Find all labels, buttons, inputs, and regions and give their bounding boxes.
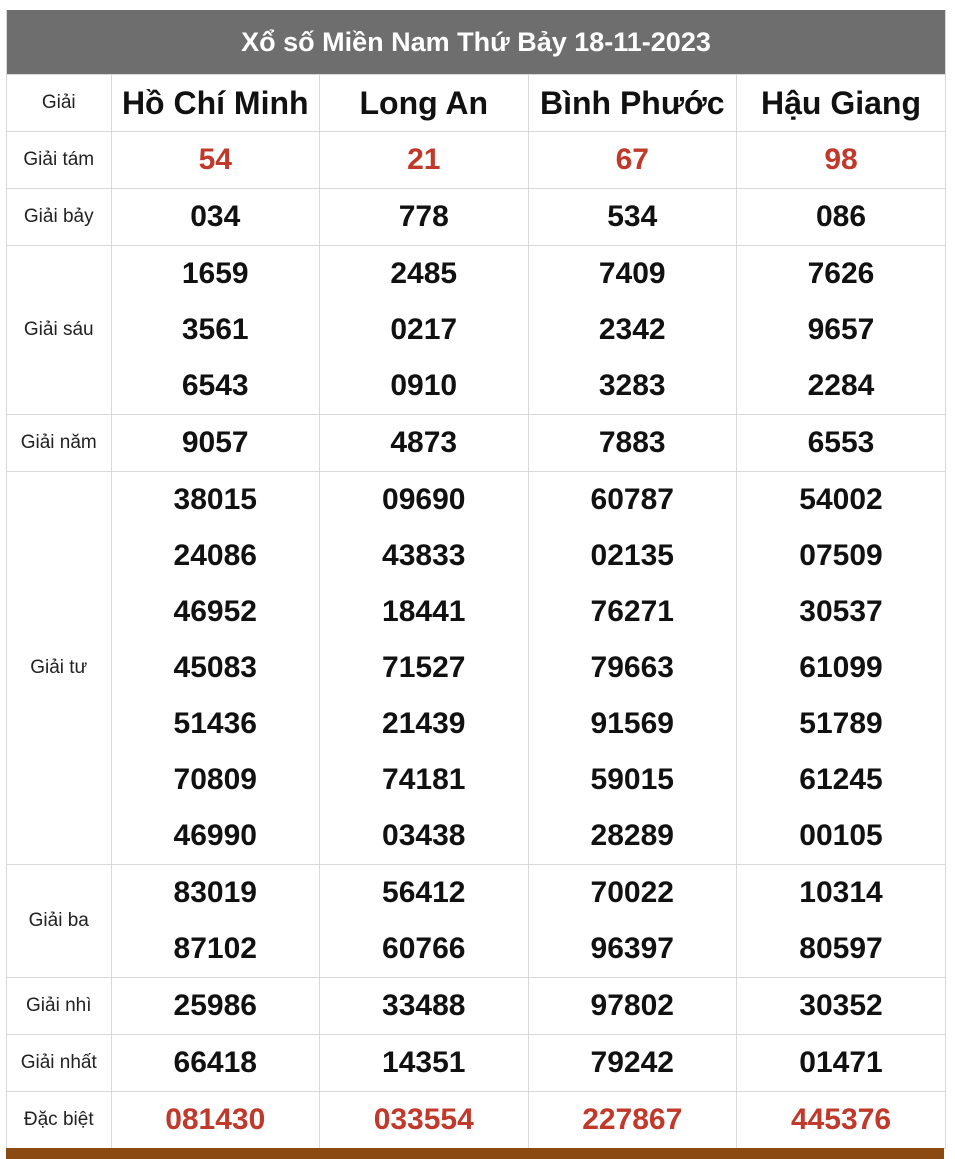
winning-number: 21439 <box>382 707 466 740</box>
winning-number: 87102 <box>173 932 257 965</box>
prize-row <box>7 189 945 246</box>
winning-number: 30352 <box>799 989 883 1022</box>
prize-cell <box>528 189 737 246</box>
prize-cell <box>111 978 320 1035</box>
prize-cell <box>320 472 529 865</box>
prize-cell <box>528 1035 737 1092</box>
winning-number: 2284 <box>807 369 875 402</box>
winning-number: 7626 <box>807 257 875 290</box>
prize-label: Giải tư <box>7 472 111 865</box>
winning-number: 51436 <box>173 707 257 740</box>
winning-number: 086 <box>815 200 867 233</box>
winning-number: 70809 <box>173 763 257 796</box>
prize-cell <box>111 1035 320 1092</box>
winning-number: 91569 <box>590 707 674 740</box>
winning-number: 67 <box>615 143 649 176</box>
prize-label: Giải sáu <box>7 246 111 415</box>
winning-number: 76271 <box>590 595 674 628</box>
page-title: Xổ số Miền Nam Thứ Bảy 18-11-2023 <box>7 10 945 74</box>
prize-row <box>7 472 945 865</box>
prize-row <box>7 415 945 472</box>
prize-row <box>7 978 945 1035</box>
winning-number: 034 <box>190 200 241 233</box>
footer-bar <box>6 1148 944 1159</box>
prize-cell <box>320 978 529 1035</box>
winning-number: 01471 <box>799 1046 883 1079</box>
winning-number: 6543 <box>181 369 249 402</box>
winning-number: 79663 <box>590 651 674 684</box>
prize-cell <box>111 246 320 415</box>
winning-number: 61245 <box>799 763 883 796</box>
winning-number: 98 <box>824 143 858 176</box>
winning-number: 2485 <box>390 257 458 290</box>
prize-cell <box>528 865 737 978</box>
winning-number: 3283 <box>598 369 666 402</box>
winning-number: 7883 <box>598 426 666 459</box>
prize-label: Giải nhất <box>7 1035 111 1092</box>
winning-number: 97802 <box>590 989 674 1022</box>
winning-number: 07509 <box>799 539 883 572</box>
winning-number: 18441 <box>382 595 466 628</box>
winning-number: 60766 <box>382 932 466 965</box>
winning-number: 38015 <box>173 483 257 516</box>
winning-number: 66418 <box>173 1046 257 1079</box>
winning-number: 28289 <box>590 819 674 852</box>
prize-cell <box>320 1035 529 1092</box>
winning-number: 30537 <box>799 595 883 628</box>
prize-label: Đặc biệt <box>7 1092 111 1149</box>
prize-cell <box>111 132 320 189</box>
winning-number: 33488 <box>382 989 466 1022</box>
winning-number: 445376 <box>790 1103 892 1136</box>
prize-cell <box>528 978 737 1035</box>
prize-cell <box>737 472 946 865</box>
province-header[interactable]: Bình Phước <box>528 75 737 132</box>
prize-label: Giải năm <box>7 415 111 472</box>
prize-cell <box>320 1092 529 1149</box>
prize-cell <box>320 246 529 415</box>
winning-number: 081430 <box>165 1103 266 1136</box>
header-row <box>7 75 945 132</box>
province-header[interactable]: Long An <box>320 75 529 132</box>
winning-number: 00105 <box>799 819 883 852</box>
winning-number: 4873 <box>390 426 458 459</box>
winning-number: 54002 <box>799 483 883 516</box>
winning-number: 74181 <box>382 763 466 796</box>
winning-number: 03438 <box>382 819 466 852</box>
prize-cell <box>737 246 946 415</box>
prize-cell <box>528 415 737 472</box>
prize-cell <box>320 415 529 472</box>
prize-cell <box>737 1092 946 1149</box>
winning-number: 6553 <box>807 426 875 459</box>
winning-number: 9057 <box>181 426 249 459</box>
winning-number: 14351 <box>382 1046 466 1079</box>
winning-number: 61099 <box>799 651 883 684</box>
winning-number: 80597 <box>799 932 883 965</box>
prize-cell <box>528 472 737 865</box>
winning-number: 25986 <box>173 989 257 1022</box>
winning-number: 2342 <box>598 313 666 346</box>
winning-number: 96397 <box>590 932 674 965</box>
winning-number: 0910 <box>390 369 458 402</box>
prize-cell <box>737 415 946 472</box>
prize-row <box>7 865 945 978</box>
prize-label: Giải ba <box>7 865 111 978</box>
prize-cell <box>320 189 529 246</box>
prize-cell <box>111 189 320 246</box>
winning-number: 0217 <box>390 313 458 346</box>
winning-number: 56412 <box>382 876 466 909</box>
prize-row <box>7 1035 945 1092</box>
results-panel <box>6 10 946 1149</box>
results-table <box>7 74 945 1149</box>
prize-cell <box>528 1092 737 1149</box>
winning-number: 778 <box>398 200 449 233</box>
winning-number: 46990 <box>173 819 257 852</box>
prize-label: Giải bảy <box>7 189 111 246</box>
winning-number: 534 <box>607 200 658 233</box>
prize-cell <box>737 978 946 1035</box>
prize-cell <box>320 132 529 189</box>
winning-number: 54 <box>198 143 232 176</box>
prize-cell <box>528 246 737 415</box>
winning-number: 60787 <box>590 483 674 516</box>
winning-number: 45083 <box>173 651 257 684</box>
winning-number: 3561 <box>181 313 249 346</box>
winning-number: 09690 <box>382 483 466 516</box>
prize-cell <box>111 472 320 865</box>
prize-cell <box>737 189 946 246</box>
winning-number: 10314 <box>799 876 883 909</box>
prize-row <box>7 132 945 189</box>
province-header[interactable]: Hậu Giang <box>737 75 946 132</box>
winning-number: 227867 <box>582 1103 683 1136</box>
winning-number: 1659 <box>181 257 249 290</box>
prize-label: Giải tám <box>7 132 111 189</box>
winning-number: 46952 <box>173 595 257 628</box>
winning-number: 033554 <box>373 1103 474 1136</box>
prize-cell <box>737 865 946 978</box>
winning-number: 21 <box>407 143 441 176</box>
winning-number: 9657 <box>807 313 875 346</box>
winning-number: 24086 <box>173 539 257 572</box>
prize-row <box>7 1092 945 1149</box>
winning-number: 79242 <box>590 1046 674 1079</box>
prize-cell <box>528 132 737 189</box>
winning-number: 70022 <box>590 876 674 909</box>
prize-cell <box>111 415 320 472</box>
prize-label: Giải nhì <box>7 978 111 1035</box>
prize-row <box>7 246 945 415</box>
winning-number: 02135 <box>590 539 674 572</box>
prize-cell <box>737 1035 946 1092</box>
winning-number: 59015 <box>590 763 674 796</box>
prize-column-header: Giải <box>7 75 111 132</box>
winning-number: 83019 <box>173 876 257 909</box>
winning-number: 51789 <box>799 707 883 740</box>
prize-cell <box>111 865 320 978</box>
prize-cell <box>111 1092 320 1149</box>
prize-cell <box>320 865 529 978</box>
winning-number: 43833 <box>382 539 466 572</box>
prize-cell <box>737 132 946 189</box>
province-header[interactable]: Hồ Chí Minh <box>111 75 320 132</box>
winning-number: 7409 <box>598 257 666 290</box>
winning-number: 71527 <box>382 651 466 684</box>
